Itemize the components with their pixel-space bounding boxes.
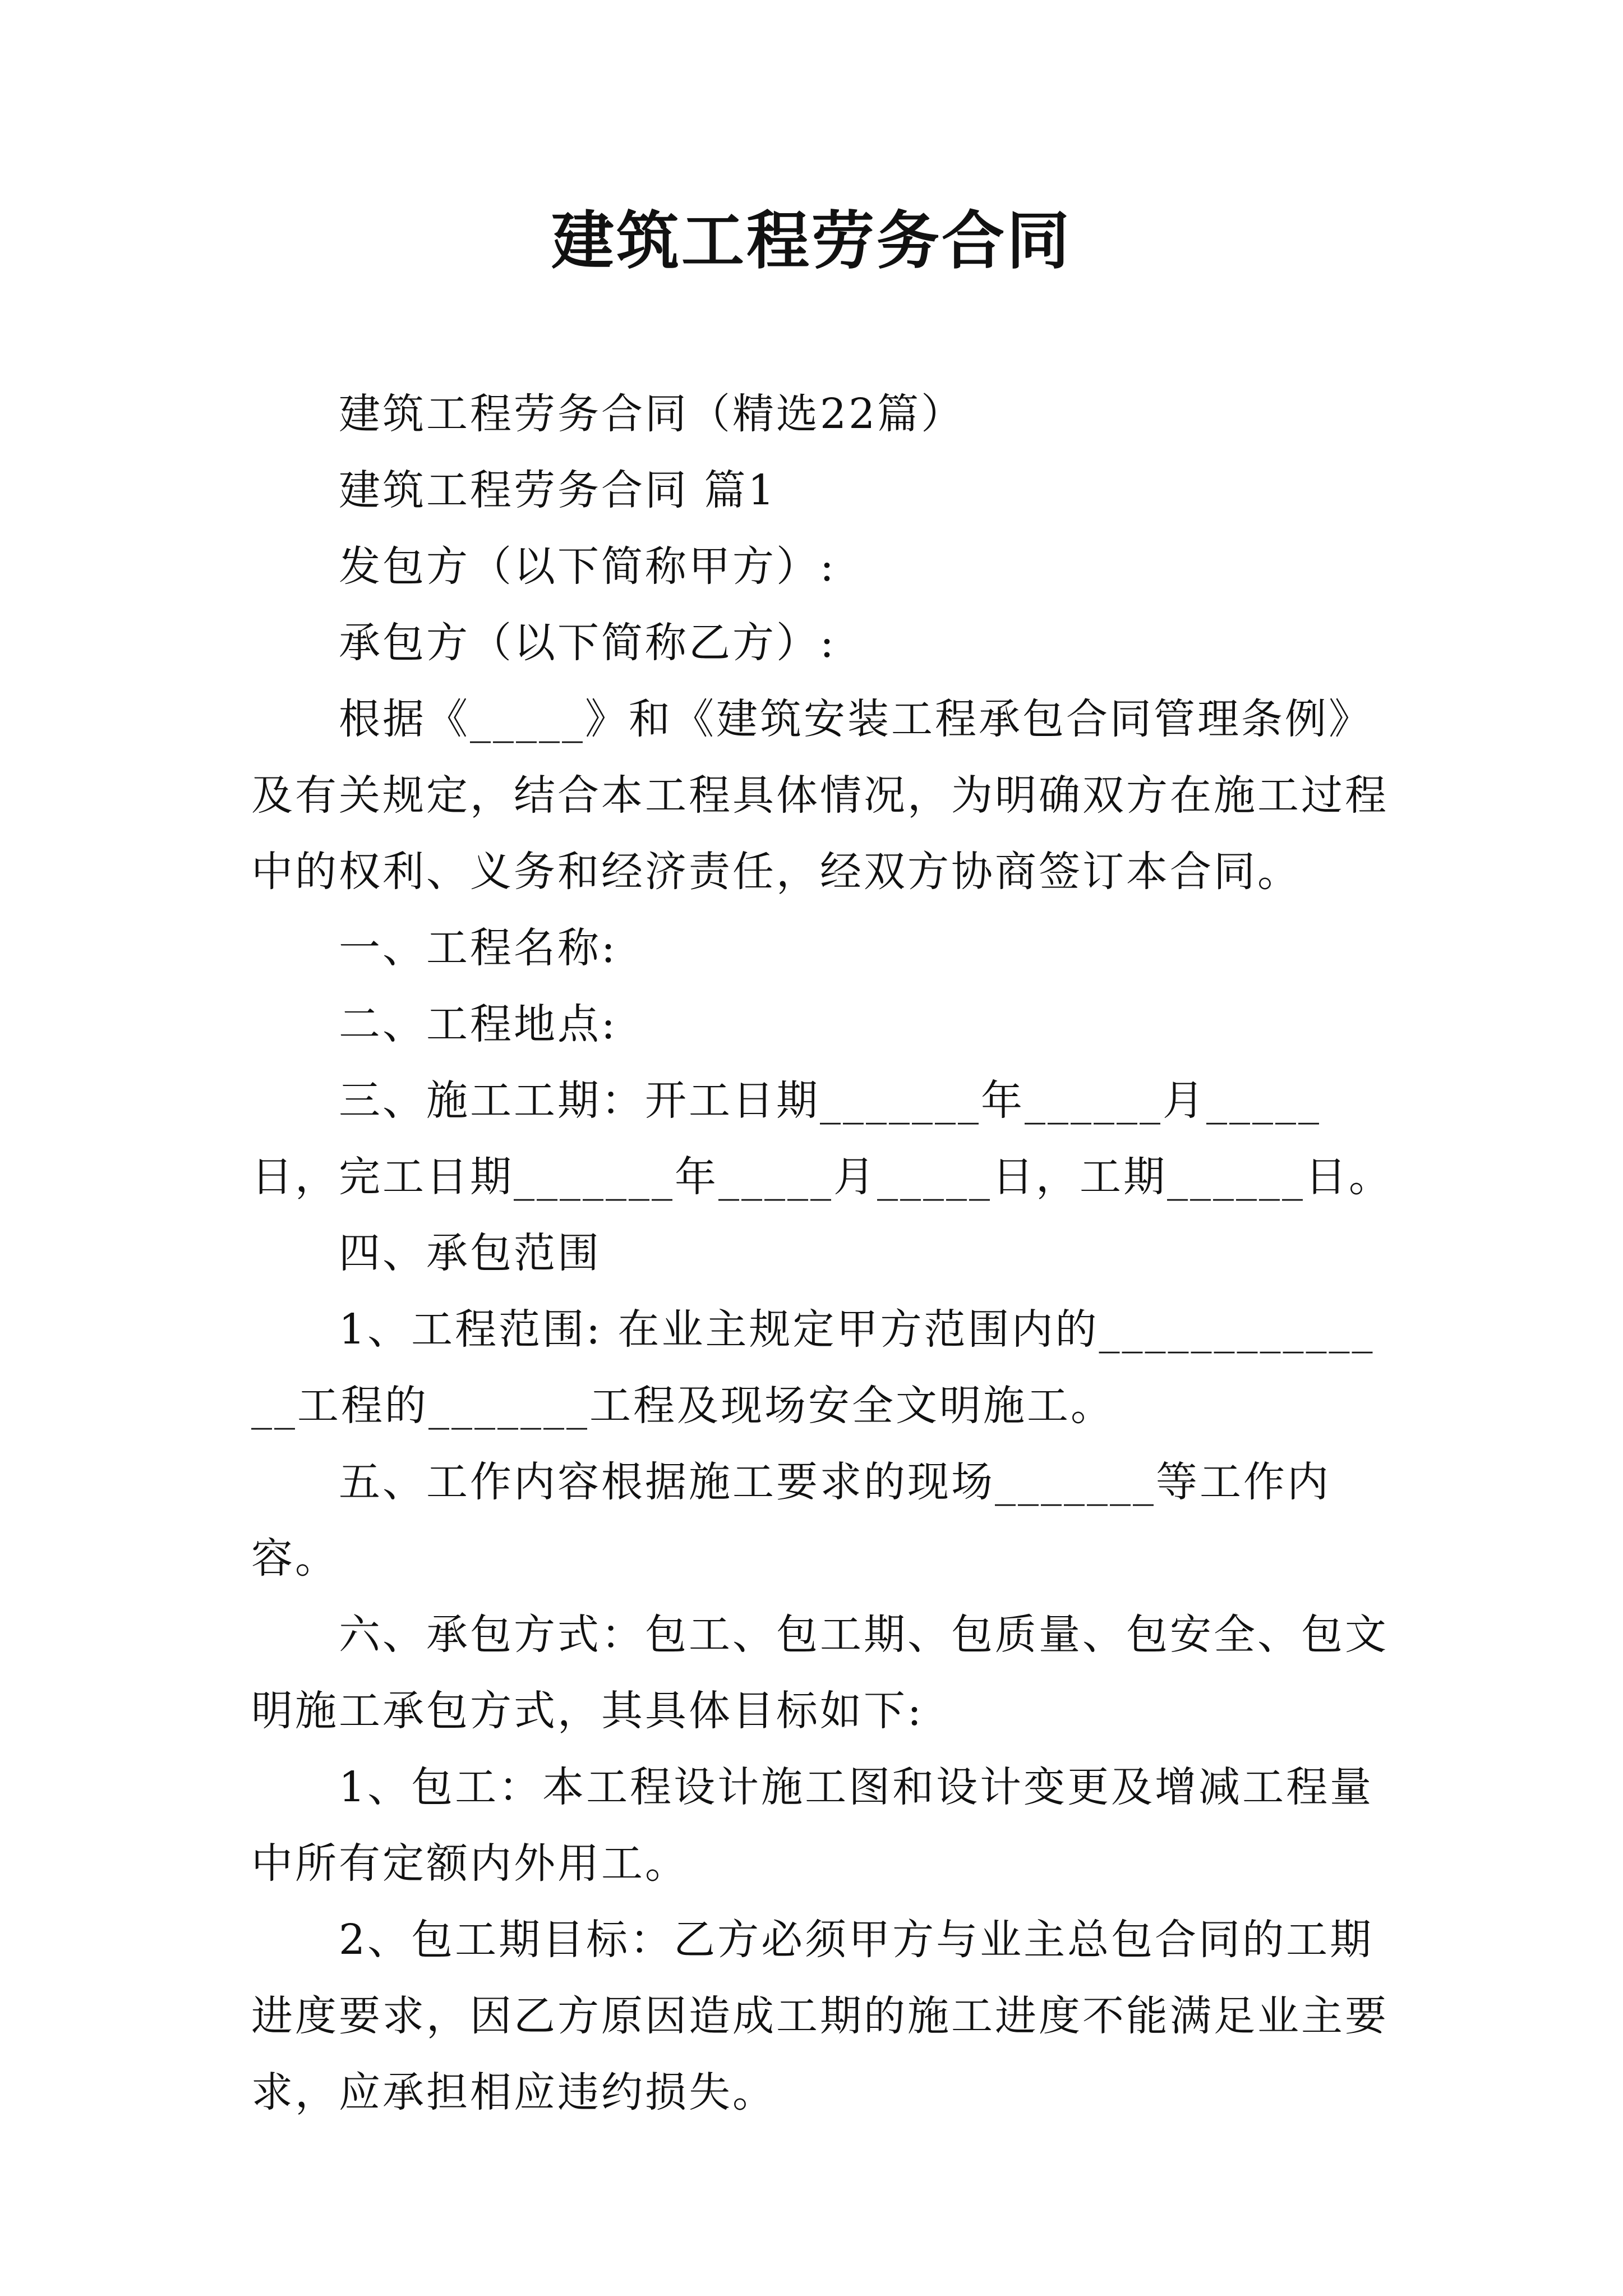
document-body <box>251 376 1395 2131</box>
paragraph-party-a: 发包方（以下简称甲方）: <box>339 542 836 591</box>
paragraph-preamble: 根据《_____》和《建筑安装工程承包合同管理条例》及有关规定，结合本工程具体情况，为明确双方在施工过程中的权利、义务和经济责任，经双方协商签订本合同。 <box>251 695 1389 896</box>
paragraph-project-name: 一、工程名称: <box>339 924 617 972</box>
document-title: 建筑工程劳务合同 <box>551 204 1072 278</box>
paragraph-contract-scope: 四、承包范围 <box>339 1229 601 1277</box>
paragraph-labor: 1、包工：本工程设计施工图和设计变更及增减工程量中所有定额内外用工。 <box>251 1763 1374 1888</box>
paragraph-schedule-target: 2、包工期目标：乙方必须甲方与业主总包合同的工期进度要求，因乙方原因造成工期的施工进度不能满足业主要求，应承担相应违约损失。 <box>251 1916 1389 2116</box>
paragraph-party-b: 承包方（以下简称乙方）: <box>339 619 836 667</box>
paragraph-work-content: 五、工作内容根据施工要求的现场_______等工作内容。 <box>251 1458 1331 1582</box>
paragraph-project-location: 二、工程地点: <box>339 1000 617 1048</box>
paragraph-section-heading: 建筑工程劳务合同 篇1 <box>339 466 777 514</box>
paragraph-construction-period: 三、施工工期：开工日期_______年______月_____日，完工日期_______年_____月_____日，工期______日。 <box>251 1076 1393 1201</box>
paragraph-contract-method: 六、承包方式：包工、包工期、包质量、包安全、包文明施工承包方式，其具体目标如下: <box>251 1611 1389 1735</box>
paragraph-subtitle: 建筑工程劳务合同（精选22篇） <box>339 390 965 438</box>
paragraph-project-scope: 1、工程范围: 在业主规定甲方范围内的______________工程的_______工程及现场安全文明施工。 <box>251 1305 1375 1430</box>
